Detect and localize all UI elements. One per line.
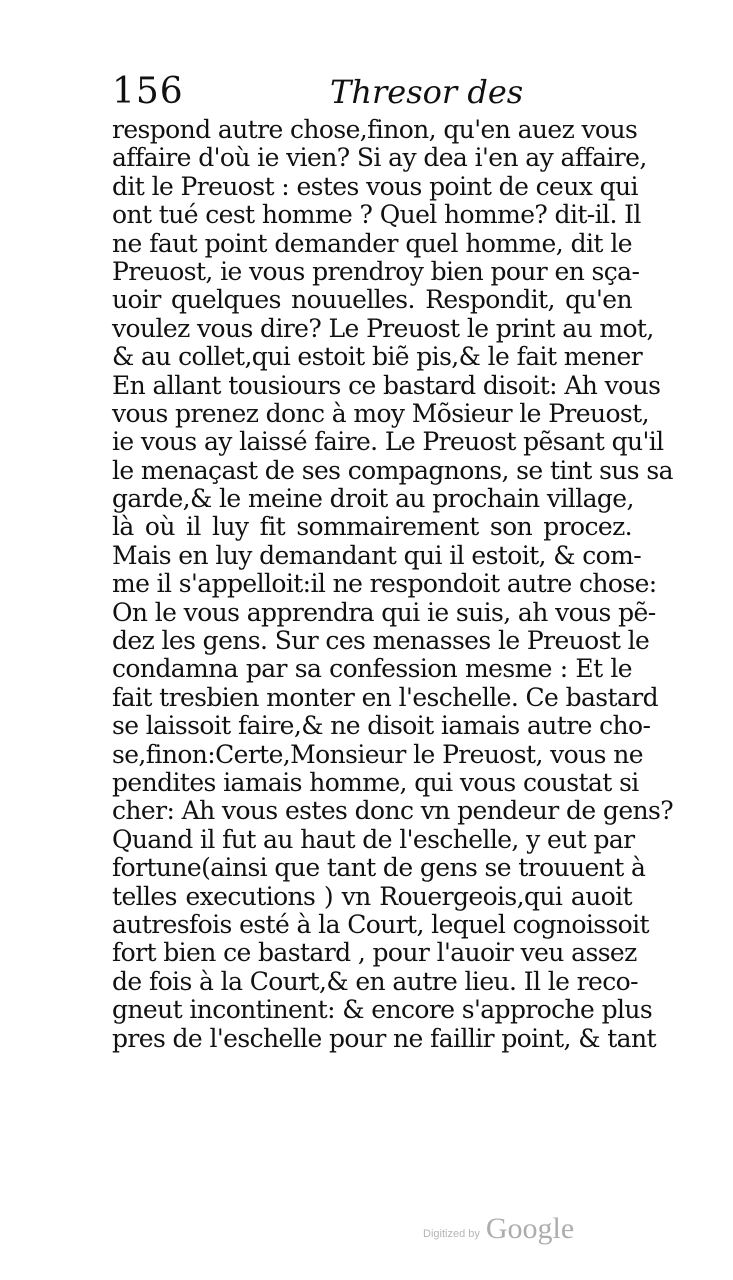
text-line: Mais en luy demandant qui il estoit, & com- bbox=[112, 540, 642, 570]
text-line: On le vous apprendra qui ie suis, ah vous pẽ- bbox=[112, 597, 656, 627]
page-number: 156 bbox=[112, 71, 184, 112]
text-line: & au collet,qui estoit biẽ pis,& le fait mener bbox=[112, 342, 643, 372]
text-line: autresfois esté à la Court, lequel cognoissoit bbox=[112, 909, 649, 939]
text-line: pres de l'eschelle pour ne faillir point, & tant bbox=[112, 1023, 656, 1053]
text-line: voulez vous dire? Le Preuost le print au mot, bbox=[112, 313, 654, 343]
text-line: affaire d'où ie vien? Si ay dea i'en ay affaire, bbox=[112, 143, 647, 173]
text-line: Quand il fut au haut de l'eschelle, y eut par bbox=[112, 824, 635, 854]
text-line: uoir quelques nouuelles. Respondit, qu'en bbox=[112, 285, 632, 315]
running-title: Thresor des bbox=[330, 73, 524, 111]
text-line: En allant tousiours ce bastard disoit: Ah vous bbox=[112, 370, 661, 400]
text-line: se,finon:Certe,Monsieur le Preuost, vous ne bbox=[112, 739, 643, 769]
text-line: telles executions ) vn Rouergeois,qui auoit bbox=[112, 881, 632, 911]
text-line: dit le Preuost : estes vous point de ceux qui bbox=[112, 171, 638, 201]
text-line: fortune(ainsi que tant de gens se trouuent à bbox=[112, 853, 646, 883]
text-line: condamna par sa confession mesme : Et le bbox=[112, 654, 632, 684]
text-line: cher: Ah vous estes donc vn pendeur de gens? bbox=[112, 796, 674, 826]
text-line: me il s'appelloit:il ne respondoit autre chose: bbox=[112, 569, 657, 599]
text-line: se laissoit faire,& ne disoit iamais autre cho- bbox=[112, 711, 651, 741]
google-logo: Google bbox=[485, 1212, 575, 1245]
watermark-prefix: Digitized by bbox=[423, 1228, 480, 1240]
body-text bbox=[112, 115, 674, 1053]
digitized-by-watermark bbox=[423, 1210, 574, 1246]
page-header bbox=[112, 70, 632, 114]
text-line: le menaçast de ses compagnons, se tint sus sa bbox=[112, 455, 673, 485]
text-line: gneut incontinent: & encore s'approche plus bbox=[112, 995, 653, 1025]
text-line: de fois à la Court,& en autre lieu. Il le reco- bbox=[112, 966, 638, 996]
text-line: respond autre chose,finon, qu'en auez vous bbox=[112, 115, 638, 144]
text-line: ie vous ay laissé faire. Le Preuost pẽsant qu'il bbox=[112, 427, 664, 457]
text-line: garde,& le meine droit au prochain village, bbox=[112, 484, 634, 514]
text-line: ont tué cest homme ? Quel homme? dit-il. Il bbox=[112, 200, 641, 230]
text-line: fait tresbien monter en l'eschelle. Ce bastard bbox=[112, 682, 659, 712]
text-line: pendites iamais homme, qui vous coustat si bbox=[112, 767, 639, 797]
text-line: vous prenez donc à moy Mõsieur le Preuost, bbox=[112, 398, 649, 428]
text-line: là où il luy fit sommairement son procez. bbox=[112, 512, 632, 542]
text-line: Preuost, ie vous prendroy bien pour en sça- bbox=[112, 256, 640, 286]
text-line: fort bien ce bastard , pour l'auoir veu assez bbox=[112, 938, 637, 968]
text-line: dez les gens. Sur ces menasses le Preuost le bbox=[112, 626, 650, 656]
text-line: ne faut point demander quel homme, dit le bbox=[112, 228, 632, 258]
